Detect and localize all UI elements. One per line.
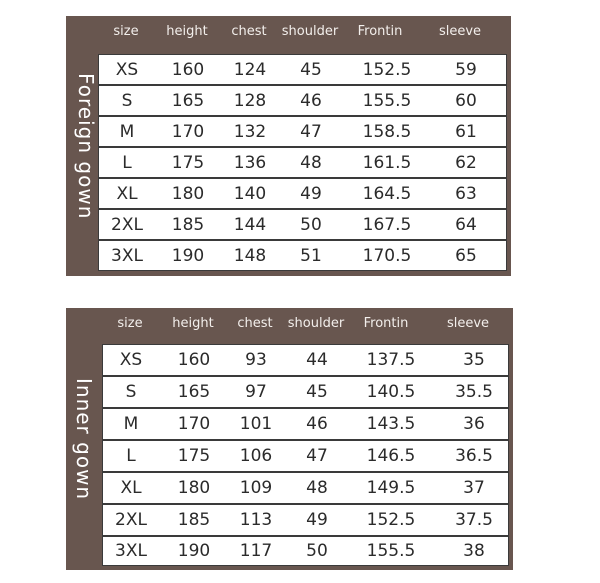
cell-height: 170: [177, 414, 211, 434]
cell-shoulder: 48: [300, 152, 322, 173]
cell-sleeve: 65: [455, 245, 477, 266]
cell-height: 165: [171, 90, 205, 111]
cell-frontin: 164.5: [362, 183, 412, 204]
cell-size: 2XL: [115, 510, 147, 530]
table-row: [98, 116, 507, 147]
cell-shoulder: 51: [300, 245, 322, 266]
header-frontin: Frontin: [363, 316, 409, 331]
cell-height: 180: [177, 478, 211, 498]
cell-height: 175: [171, 152, 205, 173]
cell-size: XS: [119, 350, 143, 370]
cell-sleeve: 61: [455, 121, 477, 142]
size-chart-inner-gown: [66, 308, 513, 570]
cell-chest: 132: [233, 121, 267, 142]
cell-shoulder: 46: [300, 90, 322, 111]
cell-shoulder: 45: [306, 382, 328, 402]
cell-chest: 101: [239, 414, 273, 434]
header-size: size: [113, 24, 139, 39]
cell-frontin: 152.5: [366, 510, 416, 530]
cell-shoulder: 49: [306, 510, 328, 530]
table-row: [102, 408, 509, 440]
cell-shoulder: 47: [300, 121, 322, 142]
cell-shoulder: 50: [300, 214, 322, 235]
cell-sleeve: 37.5: [455, 510, 493, 530]
cell-sleeve: 60: [455, 90, 477, 111]
cell-frontin: 161.5: [362, 152, 412, 173]
cell-size: 3XL: [115, 541, 147, 561]
cell-height: 170: [171, 121, 205, 142]
cell-chest: 128: [233, 90, 267, 111]
header-row: [66, 16, 511, 46]
cell-frontin: 167.5: [362, 214, 412, 235]
header-chest: chest: [231, 24, 267, 39]
header-shoulder: shoulder: [287, 316, 345, 331]
cell-size: XS: [115, 59, 139, 80]
cell-size: S: [125, 382, 137, 402]
cell-chest: 109: [239, 478, 273, 498]
cell-chest: 124: [233, 59, 267, 80]
table-row: [102, 344, 509, 376]
cell-sleeve: 37: [463, 478, 485, 498]
cell-shoulder: 49: [300, 183, 322, 204]
cell-size: 3XL: [111, 245, 143, 266]
cell-shoulder: 46: [306, 414, 328, 434]
cell-height: 190: [177, 541, 211, 561]
side-label: Inner gown: [72, 377, 96, 501]
cell-shoulder: 48: [306, 478, 328, 498]
header-chest: chest: [237, 316, 273, 331]
table-row: [102, 536, 509, 566]
cell-frontin: 152.5: [362, 59, 412, 80]
cell-height: 185: [171, 214, 205, 235]
cell-sleeve: 36.5: [455, 446, 493, 466]
cell-frontin: 137.5: [366, 350, 416, 370]
cell-shoulder: 47: [306, 446, 328, 466]
header-sleeve: sleeve: [446, 316, 490, 331]
cell-size: M: [123, 414, 139, 434]
cell-chest: 117: [239, 541, 273, 561]
cell-chest: 93: [245, 350, 267, 370]
table-row: [98, 178, 507, 209]
cell-frontin: 155.5: [366, 541, 416, 561]
cell-height: 160: [177, 350, 211, 370]
table-row: [102, 504, 509, 536]
cell-height: 165: [177, 382, 211, 402]
cell-frontin: 158.5: [362, 121, 412, 142]
header-row: [66, 308, 513, 338]
cell-shoulder: 44: [306, 350, 328, 370]
cell-frontin: 149.5: [366, 478, 416, 498]
header-frontin: Frontin: [357, 24, 403, 39]
table-row: [98, 85, 507, 116]
cell-sleeve: 36: [463, 414, 485, 434]
cell-frontin: 170.5: [362, 245, 412, 266]
header-height: height: [172, 316, 214, 331]
cell-sleeve: 59: [455, 59, 477, 80]
header-size: size: [117, 316, 143, 331]
cell-size: S: [121, 90, 133, 111]
cell-chest: 144: [233, 214, 267, 235]
table-row: [98, 240, 507, 271]
cell-size: L: [122, 152, 132, 173]
cell-sleeve: 35: [463, 350, 485, 370]
side-label-container: [66, 308, 102, 570]
cell-frontin: 155.5: [362, 90, 412, 111]
table-body: [102, 344, 509, 566]
cell-chest: 106: [239, 446, 273, 466]
cell-frontin: 146.5: [366, 446, 416, 466]
cell-height: 180: [171, 183, 205, 204]
cell-height: 160: [171, 59, 205, 80]
cell-sleeve: 35.5: [455, 382, 493, 402]
cell-height: 190: [171, 245, 205, 266]
cell-frontin: 140.5: [366, 382, 416, 402]
cell-size: XL: [116, 183, 138, 204]
header-height: height: [166, 24, 208, 39]
cell-height: 185: [177, 510, 211, 530]
table-body: [98, 54, 507, 272]
header-sleeve: sleeve: [438, 24, 482, 39]
cell-chest: 148: [233, 245, 267, 266]
cell-size: M: [119, 121, 135, 142]
cell-sleeve: 63: [455, 183, 477, 204]
cell-size: XL: [120, 478, 142, 498]
side-label: Foreign gown: [74, 72, 98, 220]
cell-size: 2XL: [111, 214, 143, 235]
cell-chest: 113: [239, 510, 273, 530]
size-chart-foreign-gown: [66, 16, 511, 276]
table-row: [98, 209, 507, 240]
table-row: [102, 376, 509, 408]
table-row: [98, 147, 507, 178]
table-row: [98, 54, 507, 85]
cell-shoulder: 45: [300, 59, 322, 80]
table-row: [102, 440, 509, 472]
cell-height: 175: [177, 446, 211, 466]
cell-chest: 140: [233, 183, 267, 204]
cell-sleeve: 64: [455, 214, 477, 235]
cell-sleeve: 62: [455, 152, 477, 173]
cell-frontin: 143.5: [366, 414, 416, 434]
cell-chest: 97: [245, 382, 267, 402]
cell-sleeve: 38: [463, 541, 485, 561]
cell-size: L: [126, 446, 136, 466]
table-row: [102, 472, 509, 504]
header-shoulder: shoulder: [281, 24, 339, 39]
cell-shoulder: 50: [306, 541, 328, 561]
cell-chest: 136: [233, 152, 267, 173]
